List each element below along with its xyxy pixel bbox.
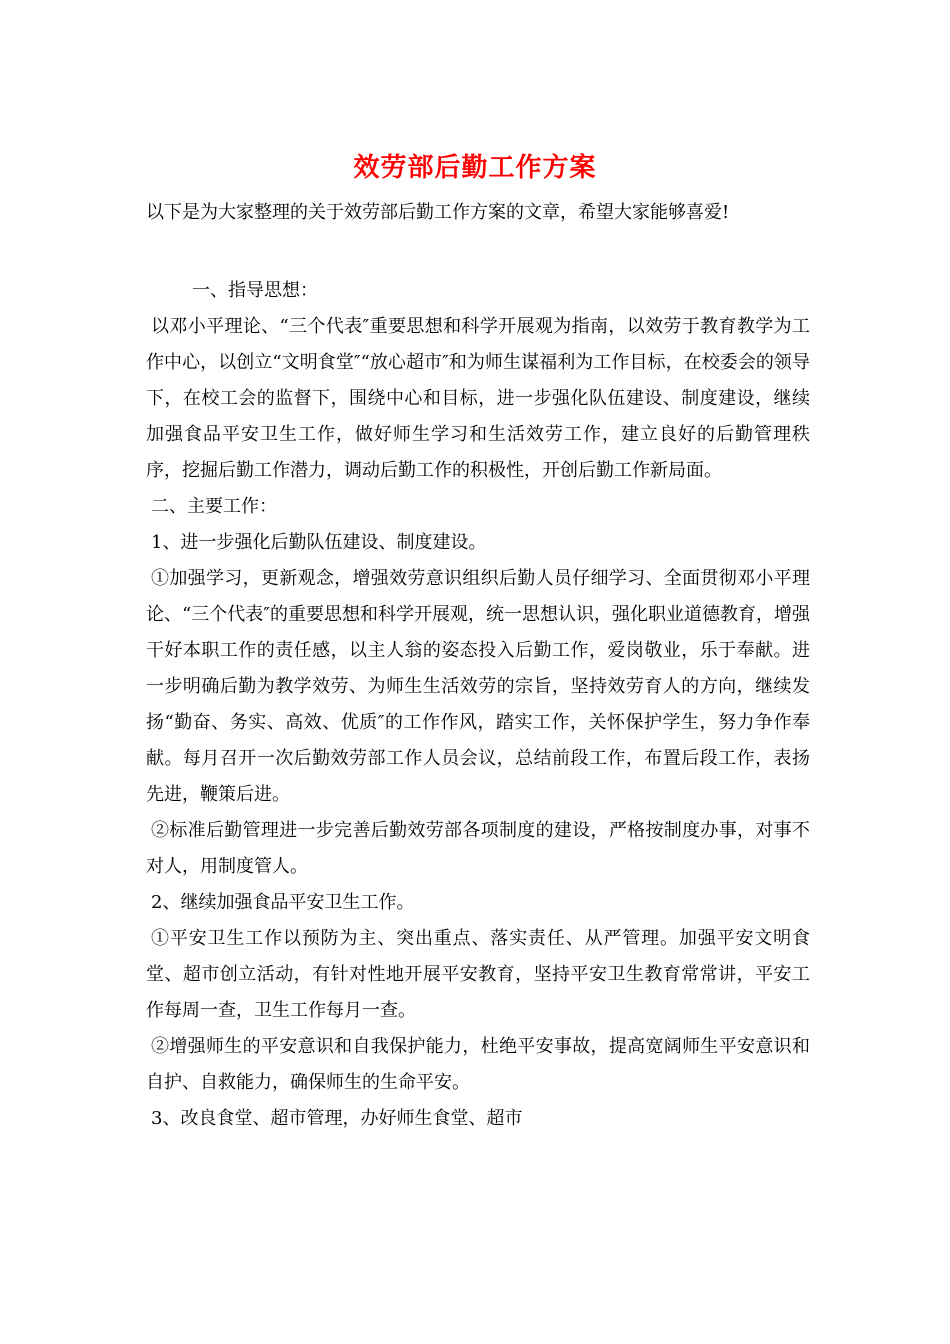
section-heading-guiding-ideology: 一、指导思想： xyxy=(192,280,318,301)
item-heading-3: 3、改良食堂、超市管理，办好师生食堂、超市 xyxy=(151,1108,523,1129)
item-heading-2: 2、继续加强食品平安卫生工作。 xyxy=(151,892,415,913)
paragraph-1-2: ②标准后勤管理进一步完善后勤效劳部各项制度的建设，严格按制度办事，对事不对人，用制度管人。 xyxy=(146,820,810,877)
paragraph-1-1: ①加强学习，更新观念，增强效劳意识组织后勤人员仔细学习、全面贯彻邓小平理论、“三个代表″的重要思想和科学开展观，统一思想认识，强化职业道德教育，增强干好本职工作的责任感，以主人翁的姿态投入后勤工作，爱岗敬业，乐于奉献。进一步明确后勤为教学效劳、为师生生活效劳的宗旨，坚持效劳育人的方向，继续发扬“勤奋、务实、高效、优质″的工作作风，踏实工作，关怀保护学生，努力争作奉献。每月召开一次后勤效劳部工作人员会议，总结前段工作，布置后段工作，表扬先进，鞭策后进。 xyxy=(146,568,810,805)
document-body xyxy=(146,273,810,1137)
item-heading-1: 1、进一步强化后勤队伍建设、制度建设。 xyxy=(151,532,487,553)
paragraph-guiding-ideology: 以邓小平理论、“三个代表″重要思想和科学开展观为指南，以效劳于教育教学为工作中心，以创立“文明食堂″“放心超市″和为师生谋福利为工作目标，在校委会的领导下，在校工会的监督下，围绕中心和目标，进一步强化队伍建设、制度建设，继续加强食品平安卫生工作，做好师生学习和生活效劳工作，建立良好的后勤管理秩序，挖掘后勤工作潜力，调动后勤工作的积极性，开创后勤工作新局面。 xyxy=(146,316,810,481)
paragraph-2-2: ②增强师生的平安意识和自我保护能力，杜绝平安事故，提高宽阔师生平安意识和自护、自救能力，确保师生的生命平安。 xyxy=(146,1036,810,1093)
section-heading-main-work: 二、主要工作： xyxy=(151,496,277,517)
document-title: 效劳部后勤工作方案 xyxy=(353,153,597,183)
paragraph-2-1: ①平安卫生工作以预防为主、突出重点、落实责任、从严管理。加强平安文明食堂、超市创立活动，有针对性地开展平安教育，坚持平安卫生教育常常讲，平安工作每周一查，卫生工作每月一查。 xyxy=(146,928,810,1021)
document-intro: 以下是为大家整理的关于效劳部后勤工作方案的文章，希望大家能够喜爱! xyxy=(146,202,730,223)
